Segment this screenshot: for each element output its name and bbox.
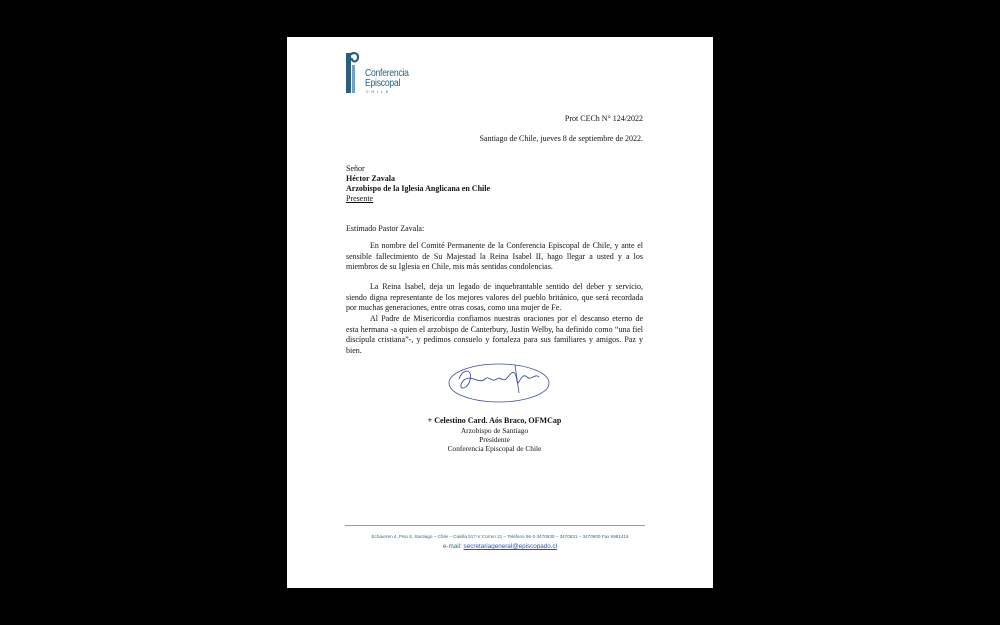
greeting: Estimado Pastor Zavala: xyxy=(346,224,425,233)
logo-wordmark: Conferencia Episcopal xyxy=(365,67,409,89)
letter-page xyxy=(287,37,713,588)
letter-date: Santiago de Chile, jueves 8 de septiembre de 2022. xyxy=(479,134,643,143)
body-paragraph-2: La Reina Isabel, deja un legado de inquebrantable sentido del deber y servicio, siendo digna representante de los mejores valores del pueblo británico, que será recordada por muchas generaciones, entre otras cosas, como una mujer de Fe. xyxy=(346,282,643,313)
crozier-logo-icon xyxy=(346,49,360,93)
logo-country: CHILE xyxy=(366,90,392,94)
footer-address: Echaurren 4, Piso 6, Santiago – Chile – Casilla 517-V Correo 21 – Teléfono 56-2-3470930 – 3470931 – 3470900 Fax 6981416 xyxy=(371,534,629,539)
signatory-name: + Celestino Card. Aós Braco, OFMCap xyxy=(427,416,562,425)
handwritten-signature xyxy=(445,359,553,405)
recipient-salutation-title: Señor xyxy=(346,164,365,173)
body-paragraph-3: Al Padre de Misericordia confiamos nuestras oraciones por el descanso eterno de esta hermana -a quien el arzobispo de Canterbury, Justin Welby, ha definido como “una fiel discípula cristiana”-, y pedimos consuelo y fortaleza para sus familiares y amigos. Paz y bien. xyxy=(346,314,643,355)
signatory-title-2: Presidente xyxy=(479,435,510,444)
footer-divider xyxy=(345,525,645,526)
footer-email-line xyxy=(327,543,673,550)
recipient-presente: Presente xyxy=(346,194,374,203)
signatory-title-3: Conferencia Episcopal de Chile xyxy=(447,444,542,453)
recipient-name: Héctor Zavala xyxy=(346,174,395,183)
letterhead-logo xyxy=(346,49,436,95)
footer-email-label: e-mail: xyxy=(442,543,462,550)
protocol-number: Prot CECh N° 124/2022 xyxy=(564,114,643,123)
recipient-position: Arzobispo de la Iglesia Anglicana en Chile xyxy=(346,184,491,193)
footer-email-link[interactable]: secretariageneral@episcopado.cl xyxy=(463,543,558,550)
body-paragraph-1: En nombre del Comité Permanente de la Conferencia Episcopal de Chile, y ante el sensible fallecimiento de Su Majestad la Reina Isabel II, hago llegar a usted y a los miembros de su Iglesia en Chile, mis más sentidas condolencias. xyxy=(346,241,643,272)
signatory-title-1: Arzobispo de Santiago xyxy=(460,426,529,435)
